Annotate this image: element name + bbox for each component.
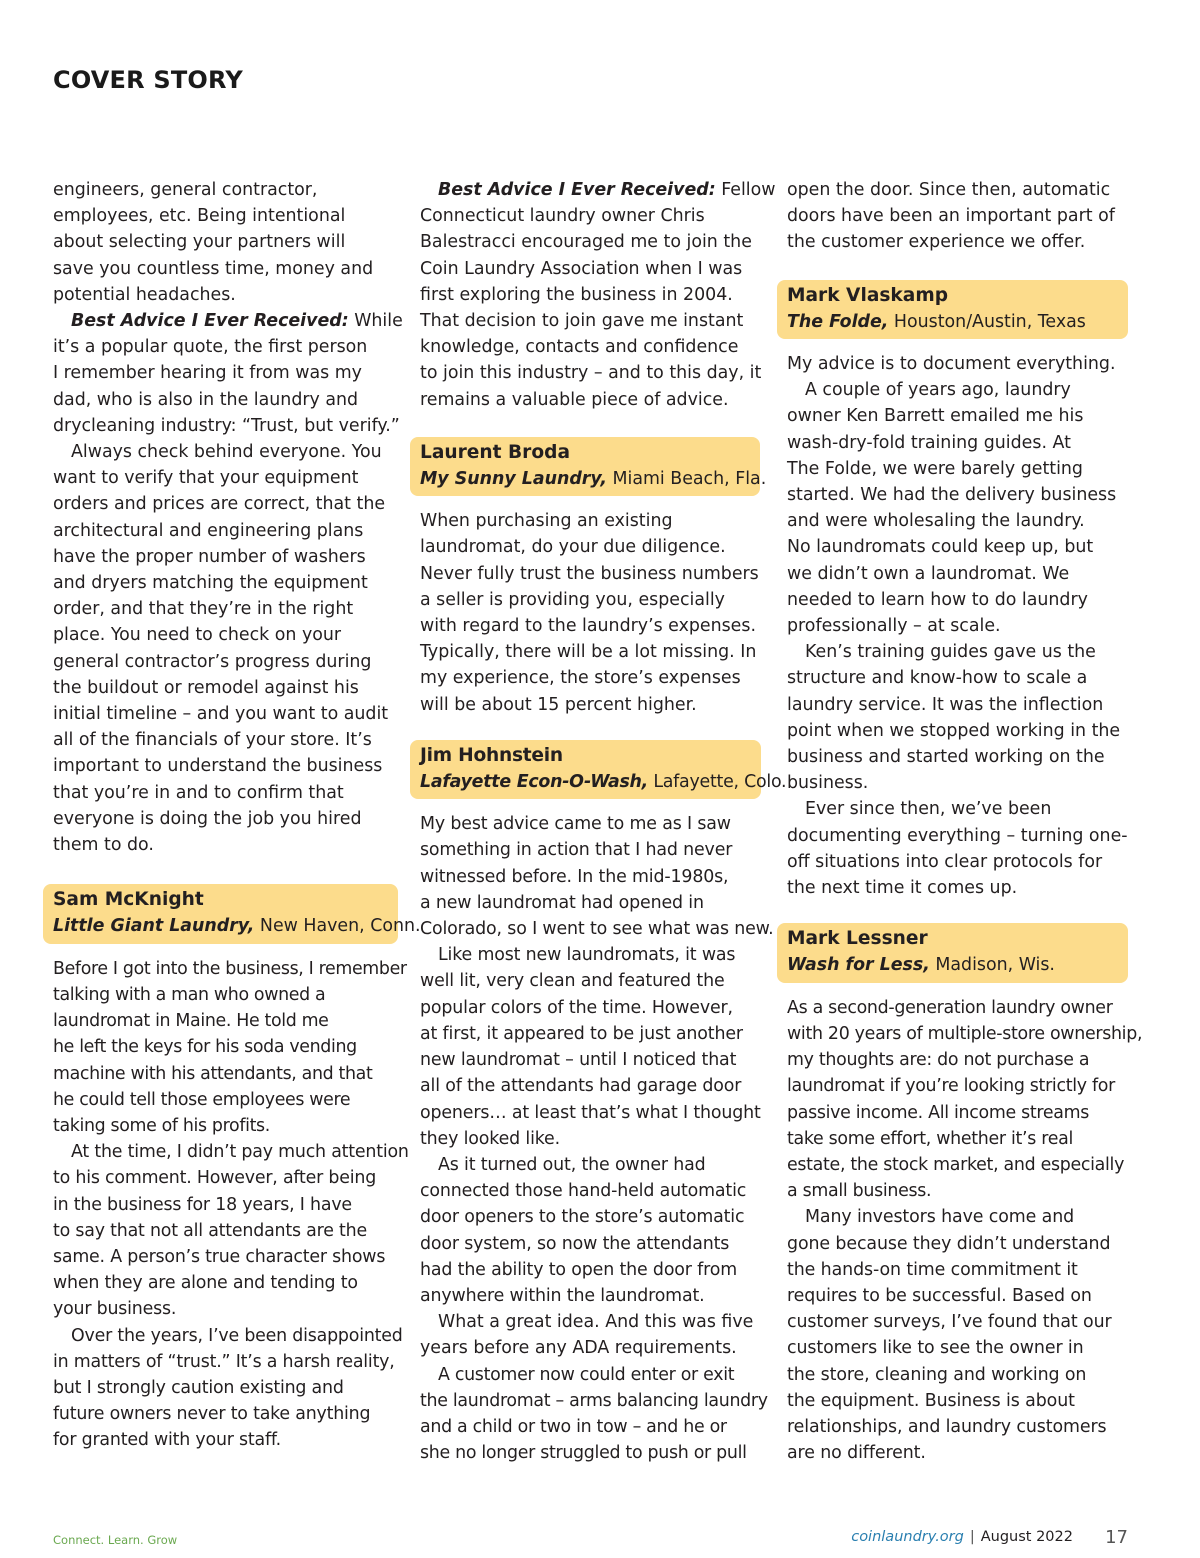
text-line: Typically, there will be a lot missing. In bbox=[420, 642, 757, 663]
advice-paragraph bbox=[53, 308, 403, 439]
text-line: new laundromat – until I noticed that bbox=[420, 1050, 737, 1071]
text-line: take some effort, whether it’s real bbox=[787, 1128, 1074, 1149]
text-line: Connecticut laundry owner Chris bbox=[420, 206, 705, 227]
profile-box bbox=[410, 437, 767, 496]
profile-box bbox=[777, 280, 1128, 339]
text-line: something in action that I had never bbox=[420, 840, 733, 861]
text-line: owner Ken Barrett emailed me his bbox=[787, 406, 1084, 427]
text-line: needed to learn how to do laundry bbox=[787, 589, 1088, 610]
text-line: but I strongly caution existing and bbox=[53, 1377, 344, 1398]
text-line: business. bbox=[787, 773, 869, 794]
text-line: Coin Laundry Association when I was bbox=[420, 258, 743, 279]
text-line: No laundromats could keep up, but bbox=[787, 537, 1094, 558]
text-line: well lit, very clean and featured the bbox=[420, 971, 725, 992]
text-line: and a child or two in tow – and he or bbox=[420, 1416, 727, 1437]
text-line: future owners never to take anything bbox=[53, 1404, 371, 1425]
footer-tagline: Connect. Learn. Grow bbox=[53, 1533, 178, 1547]
paragraph bbox=[420, 1152, 765, 1309]
text-line: order, and that they’re in the right bbox=[53, 599, 354, 620]
text-line: the store, cleaning and working on bbox=[787, 1364, 1087, 1385]
text-line: Colorado, so I went to see what was new. bbox=[420, 919, 774, 940]
text-line: professionally – at scale. bbox=[787, 616, 1001, 637]
text-line: employees, etc. Being intentional bbox=[53, 206, 346, 227]
text-line: remains a valuable piece of advice. bbox=[420, 389, 729, 410]
text-line: anywhere within the laundromat. bbox=[420, 1285, 705, 1306]
text-line: are no different. bbox=[787, 1443, 926, 1464]
text-line: with 20 years of multiple-store ownership, bbox=[787, 1023, 1143, 1044]
text-line: they looked like. bbox=[420, 1128, 560, 1149]
profile-name: Mark Vlaskamp bbox=[787, 284, 949, 306]
profile-location: New Haven, Conn. bbox=[254, 916, 421, 937]
text-line: to join this industry – and to this day, it bbox=[420, 363, 762, 384]
profile-business: My Sunny Laundry, bbox=[420, 469, 607, 490]
text-line: door system, so now the attendants bbox=[420, 1233, 730, 1254]
profile-name: Mark Lessner bbox=[787, 928, 928, 950]
text-line: Ever since then, we’ve been bbox=[805, 799, 1052, 820]
text-line: the customer experience we offer. bbox=[787, 232, 1086, 253]
text-line: all of the attendants had garage door bbox=[420, 1076, 742, 1097]
text-line: wash-dry-fold training guides. At bbox=[787, 432, 1071, 453]
text-line: the hands-on time commitment it bbox=[787, 1259, 1078, 1280]
paragraph bbox=[787, 377, 1132, 639]
text-line: that you’re in and to confirm that bbox=[53, 782, 344, 803]
text-line: a new laundromat had opened in bbox=[420, 892, 704, 913]
paragraph bbox=[420, 1362, 768, 1467]
text-line: want to verify that your equipment bbox=[53, 468, 359, 489]
text-line: That decision to join gave me instant bbox=[420, 311, 744, 332]
column-2 bbox=[420, 177, 787, 1466]
paragraph bbox=[53, 1139, 409, 1322]
text-line: witnessed before. In the mid-1980s, bbox=[420, 866, 729, 887]
profile-box bbox=[777, 923, 1128, 982]
text-line: general contractor’s progress during bbox=[53, 651, 372, 672]
text-line: connected those hand-held automatic bbox=[420, 1181, 747, 1202]
text-line: started. We had the delivery business bbox=[787, 485, 1117, 506]
text-line: The Folde, we were barely getting bbox=[787, 458, 1083, 479]
text-line: my experience, the store’s expenses bbox=[420, 668, 741, 689]
advice-lead: Best Advice I Ever Received: bbox=[438, 180, 716, 200]
text-line: My best advice came to me as I saw bbox=[420, 814, 731, 835]
profile-name: Sam McKnight bbox=[53, 889, 204, 911]
profile-box bbox=[410, 740, 787, 799]
text-line: when they are alone and tending to bbox=[53, 1273, 358, 1294]
text-line: doors have been an important part of bbox=[787, 206, 1115, 227]
text-line: business and started working on the bbox=[787, 747, 1105, 768]
text-line: knowledge, contacts and confidence bbox=[420, 337, 739, 358]
text-line: years before any ADA requirements. bbox=[420, 1338, 737, 1359]
text-line: requires to be successful. Based on bbox=[787, 1285, 1092, 1306]
text-line: off situations into clear protocols for bbox=[787, 851, 1103, 872]
paragraph bbox=[420, 508, 765, 718]
profile-business: Lafayette Econ-O-Wash, bbox=[420, 772, 649, 793]
text-line: save you countless time, money and bbox=[53, 258, 374, 279]
text-line: I remember hearing it from was my bbox=[53, 363, 362, 384]
text-line: structure and know-how to scale a bbox=[787, 668, 1088, 689]
text-line: taking some of his profits. bbox=[53, 1115, 270, 1136]
profile-name: Laurent Broda bbox=[420, 441, 570, 463]
text-line: place. You need to check on your bbox=[53, 625, 342, 646]
text-line: Ken’s training guides gave us the bbox=[805, 642, 1096, 663]
text-line: laundromat in Maine. He told me bbox=[53, 1011, 329, 1032]
profile-location: Miami Beach, Fla. bbox=[606, 469, 767, 490]
paragraph bbox=[53, 177, 398, 308]
paragraph bbox=[420, 811, 774, 942]
text-line: he left the keys for his soda vending bbox=[53, 1037, 357, 1058]
text-line: the laundromat – arms balancing laundry bbox=[420, 1390, 768, 1411]
text-line: door openers to the store’s automatic bbox=[420, 1207, 745, 1228]
text-line: and were wholesaling the laundry. bbox=[787, 511, 1085, 532]
text-line: documenting everything – turning one- bbox=[787, 825, 1128, 846]
profile-business: Little Giant Laundry, bbox=[53, 916, 255, 937]
text-line: My advice is to document everything. bbox=[787, 354, 1116, 375]
text-line: As it turned out, the owner had bbox=[438, 1154, 706, 1175]
text-line: open the door. Since then, automatic bbox=[787, 180, 1111, 200]
text-line: Never fully trust the business numbers bbox=[420, 563, 759, 584]
advice-lead: Best Advice I Ever Received: bbox=[71, 311, 349, 332]
paragraph bbox=[787, 639, 1132, 796]
text-line: the next time it comes up. bbox=[787, 878, 1018, 899]
text-line: passive income. All income streams bbox=[787, 1102, 1090, 1123]
text-line: gone because they didn’t understand bbox=[787, 1233, 1111, 1254]
text-line: engineers, general contractor, bbox=[53, 180, 318, 200]
text-line: As a second-generation laundry owner bbox=[787, 997, 1113, 1018]
text-line: customers like to see the owner in bbox=[787, 1338, 1084, 1359]
profile-business: The Folde, bbox=[787, 311, 889, 332]
paragraph bbox=[787, 995, 1143, 1205]
text-line: in the business for 18 years, I have bbox=[53, 1194, 352, 1215]
text-line: to say that not all attendants are the bbox=[53, 1220, 367, 1241]
column-1 bbox=[53, 177, 421, 1454]
text-line: all of the financials of your store. It’s bbox=[53, 730, 372, 751]
text-line: laundromat, do your due diligence. bbox=[420, 537, 726, 558]
paragraph bbox=[53, 956, 407, 1139]
text-line: machine with his attendants, and that bbox=[53, 1063, 373, 1084]
text-line: point when we stopped working in the bbox=[787, 720, 1121, 741]
paragraph bbox=[787, 1204, 1132, 1466]
issue-date: August 2022 bbox=[980, 1529, 1073, 1545]
text-line: the buildout or remodel against his bbox=[53, 677, 359, 698]
text-line: she no longer struggled to push or pull bbox=[420, 1443, 747, 1464]
text-line: everyone is doing the job you hired bbox=[53, 808, 362, 829]
text-line: Like most new laundromats, it was bbox=[438, 945, 736, 966]
text-line: in matters of “trust.” It’s a harsh reality, bbox=[53, 1351, 395, 1372]
text-line: popular colors of the time. However, bbox=[420, 997, 733, 1018]
paragraph bbox=[420, 942, 765, 1152]
text-line: same. A person’s true character shows bbox=[53, 1246, 386, 1267]
text-line: relationships, and laundry customers bbox=[787, 1416, 1107, 1437]
paragraph bbox=[787, 177, 1132, 256]
text-line: them to do. bbox=[53, 835, 154, 856]
text-line: Balestracci encouraged me to join the bbox=[420, 232, 752, 253]
text-line: estate, the stock market, and especially bbox=[787, 1154, 1125, 1175]
text-line: with regard to the laundry’s expenses. bbox=[420, 616, 756, 637]
text-line: Best Advice I Ever Received: Fellow bbox=[438, 180, 776, 200]
text-line: my thoughts are: do not purchase a bbox=[787, 1050, 1090, 1071]
advice-paragraph bbox=[420, 177, 776, 413]
text-line: for granted with your staff. bbox=[53, 1430, 281, 1451]
text-line: the equipment. Business is about bbox=[787, 1390, 1075, 1411]
text-line: laundromat if you’re looking strictly for bbox=[787, 1076, 1115, 1097]
paragraph bbox=[787, 351, 1132, 377]
text-line: first exploring the business in 2004. bbox=[420, 284, 733, 305]
text-line: laundry service. It was the inflection bbox=[787, 694, 1104, 715]
text-line: orders and prices are correct, that the bbox=[53, 494, 386, 515]
text-line: and dryers matching the equipment bbox=[53, 573, 368, 594]
page-number: 17 bbox=[1105, 1527, 1128, 1548]
profile-location: Lafayette, Colo. bbox=[648, 772, 787, 793]
text-line: A customer now could enter or exit bbox=[438, 1364, 735, 1385]
text-line: Over the years, I’ve been disappointed bbox=[71, 1325, 403, 1346]
text-line: potential headaches. bbox=[53, 284, 236, 305]
text-line: drycleaning industry: “Trust, but verify.” bbox=[53, 415, 400, 436]
text-line: openers… at least that’s what I thought bbox=[420, 1102, 761, 1123]
text-line: to his comment. However, after being bbox=[53, 1168, 377, 1189]
text-line: Always check behind everyone. You bbox=[71, 442, 382, 463]
text-line: about selecting your partners will bbox=[53, 232, 346, 253]
paragraph bbox=[53, 439, 398, 858]
paragraph bbox=[420, 1309, 765, 1361]
footer-separator: | bbox=[969, 1529, 975, 1545]
text-line: your business. bbox=[53, 1299, 177, 1320]
text-line: When purchasing an existing bbox=[420, 511, 673, 532]
text-line: dad, who is also in the laundry and bbox=[53, 389, 359, 410]
text-line: a small business. bbox=[787, 1181, 932, 1202]
text-line: customer surveys, I’ve found that our bbox=[787, 1312, 1112, 1333]
text-line: A couple of years ago, laundry bbox=[805, 380, 1071, 401]
text-line: At the time, I didn’t pay much attention bbox=[71, 1142, 409, 1163]
text-line: initial timeline – and you want to audit bbox=[53, 704, 389, 725]
section-label: COVER STORY bbox=[53, 66, 243, 94]
footer-info bbox=[851, 1529, 1073, 1545]
text-line: had the ability to open the door from bbox=[420, 1259, 738, 1280]
text-line: a seller is providing you, especially bbox=[420, 589, 725, 610]
text-line: it’s a popular quote, the first person bbox=[53, 337, 368, 358]
paragraph bbox=[53, 1323, 403, 1454]
text-line: Before I got into the business, I remember bbox=[53, 958, 407, 979]
website-link[interactable]: coinlaundry.org bbox=[851, 1529, 964, 1545]
column-3 bbox=[787, 177, 1143, 1466]
text-line: we didn’t own a laundromat. We bbox=[787, 563, 1070, 584]
text-line: will be about 15 percent higher. bbox=[420, 694, 697, 715]
paragraph bbox=[787, 796, 1132, 901]
profile-location: Houston/Austin, Texas bbox=[888, 311, 1086, 332]
text-line: Best Advice I Ever Received: While bbox=[71, 311, 403, 332]
text-line: he could tell those employees were bbox=[53, 1089, 351, 1110]
text-line: architectural and engineering plans bbox=[53, 520, 364, 541]
text-line: important to understand the business bbox=[53, 756, 383, 777]
profile-business: Wash for Less, bbox=[787, 955, 930, 976]
text-line: talking with a man who owned a bbox=[53, 984, 326, 1005]
profile-location: Madison, Wis. bbox=[929, 955, 1055, 976]
text-line: What a great idea. And this was five bbox=[438, 1312, 754, 1333]
text-line: have the proper number of washers bbox=[53, 546, 366, 567]
profile-name: Jim Hohnstein bbox=[420, 744, 563, 766]
text-line: Many investors have come and bbox=[805, 1207, 1075, 1228]
profile-box bbox=[43, 884, 421, 943]
text-line: at first, it appeared to be just another bbox=[420, 1023, 743, 1044]
